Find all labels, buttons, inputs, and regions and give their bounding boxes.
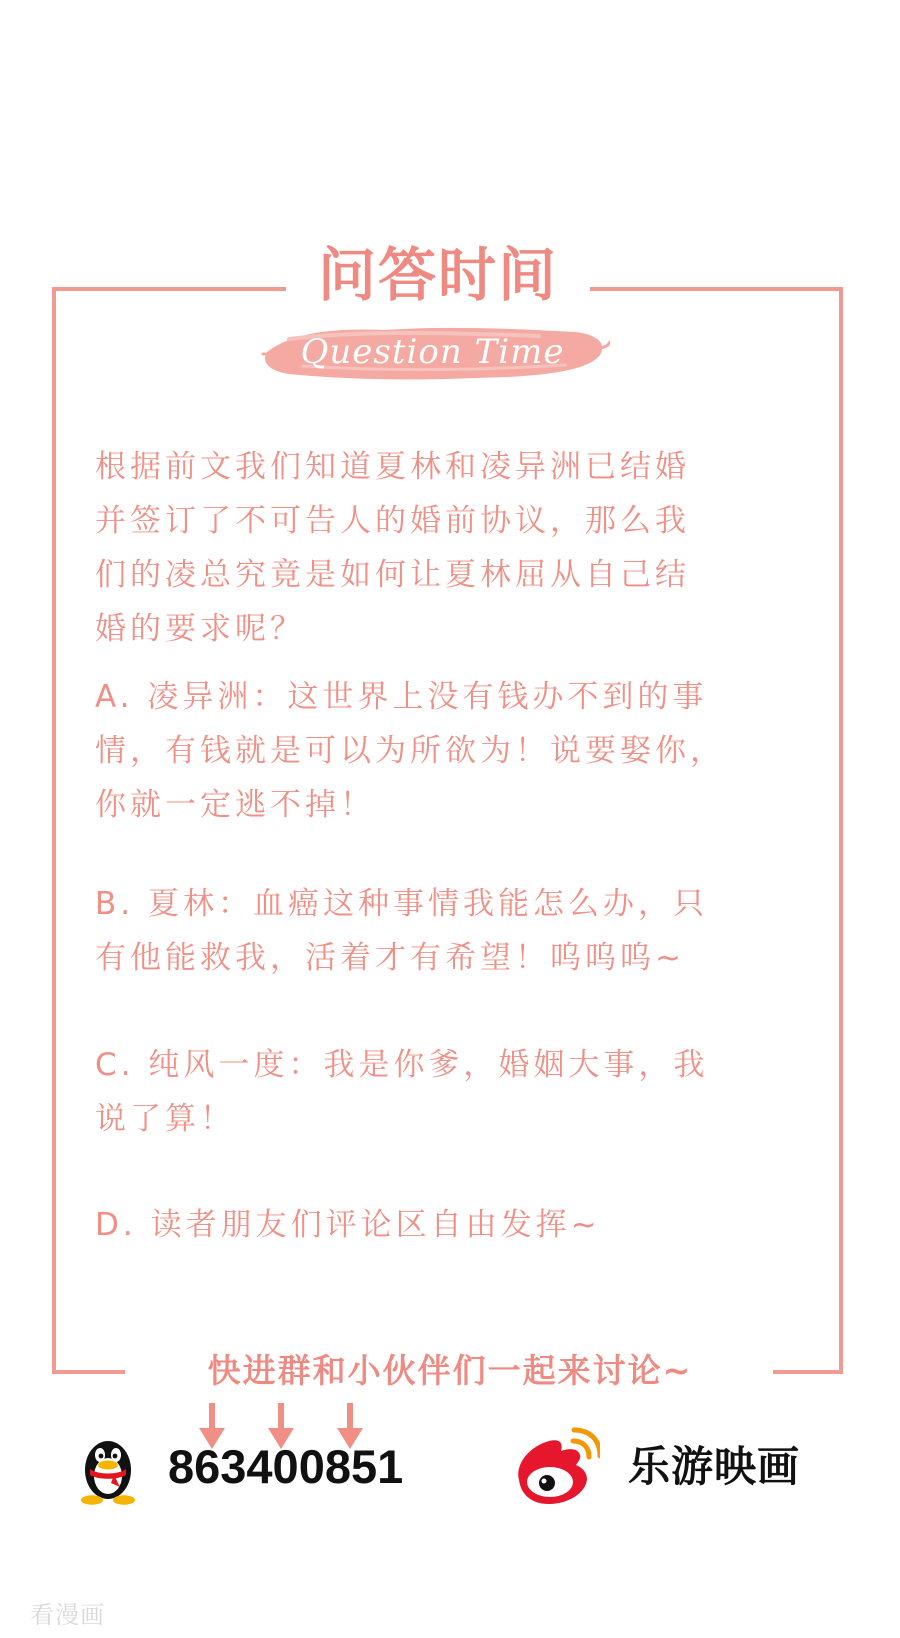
qq-group-number: 863400851 bbox=[168, 1440, 404, 1493]
watermark: 看漫画 bbox=[30, 1601, 105, 1629]
subtitle-banner bbox=[255, 318, 610, 388]
frame-top-right-line bbox=[590, 287, 843, 291]
option-a: A. 凌异洲：这世界上没有钱办不到的事 情，有钱就是可以为所欲为！说要娶你， 你就一定逃不掉！ bbox=[95, 679, 725, 823]
option-d: D. 读者朋友们评论区自由发挥~ bbox=[95, 1207, 601, 1243]
frame-left-line bbox=[52, 287, 56, 1374]
frame-bottom-right-line bbox=[773, 1370, 843, 1374]
qq-penguin-icon bbox=[78, 1431, 138, 1506]
frame-top-left-line bbox=[52, 287, 286, 291]
weibo-icon bbox=[510, 1426, 600, 1508]
option-b: B. 夏林：血癌这种事情我能怎么办，只 有他能救我，活着才有希望！呜呜呜~ bbox=[95, 886, 708, 976]
frame-right-line bbox=[839, 287, 843, 1374]
question-text: 根据前文我们知道夏林和凌异洲已结婚 并签订了不可告人的婚前协议，那么我 们的凌总究竟是如何让夏林屈从自己结 婚的要求呢？ bbox=[95, 449, 690, 647]
option-c: C. 纯风一度：我是你爹，婚姻大事，我 说了算！ bbox=[95, 1047, 709, 1137]
page-title: 问答时间 bbox=[317, 241, 558, 309]
subtitle-text: Question Time bbox=[300, 332, 565, 372]
weibo-account-name: 乐游映画 bbox=[628, 1442, 801, 1491]
discussion-invite-text: 快进群和小伙伴们一起来讨论~ bbox=[207, 1351, 693, 1390]
frame-bottom-left-line bbox=[52, 1370, 125, 1374]
